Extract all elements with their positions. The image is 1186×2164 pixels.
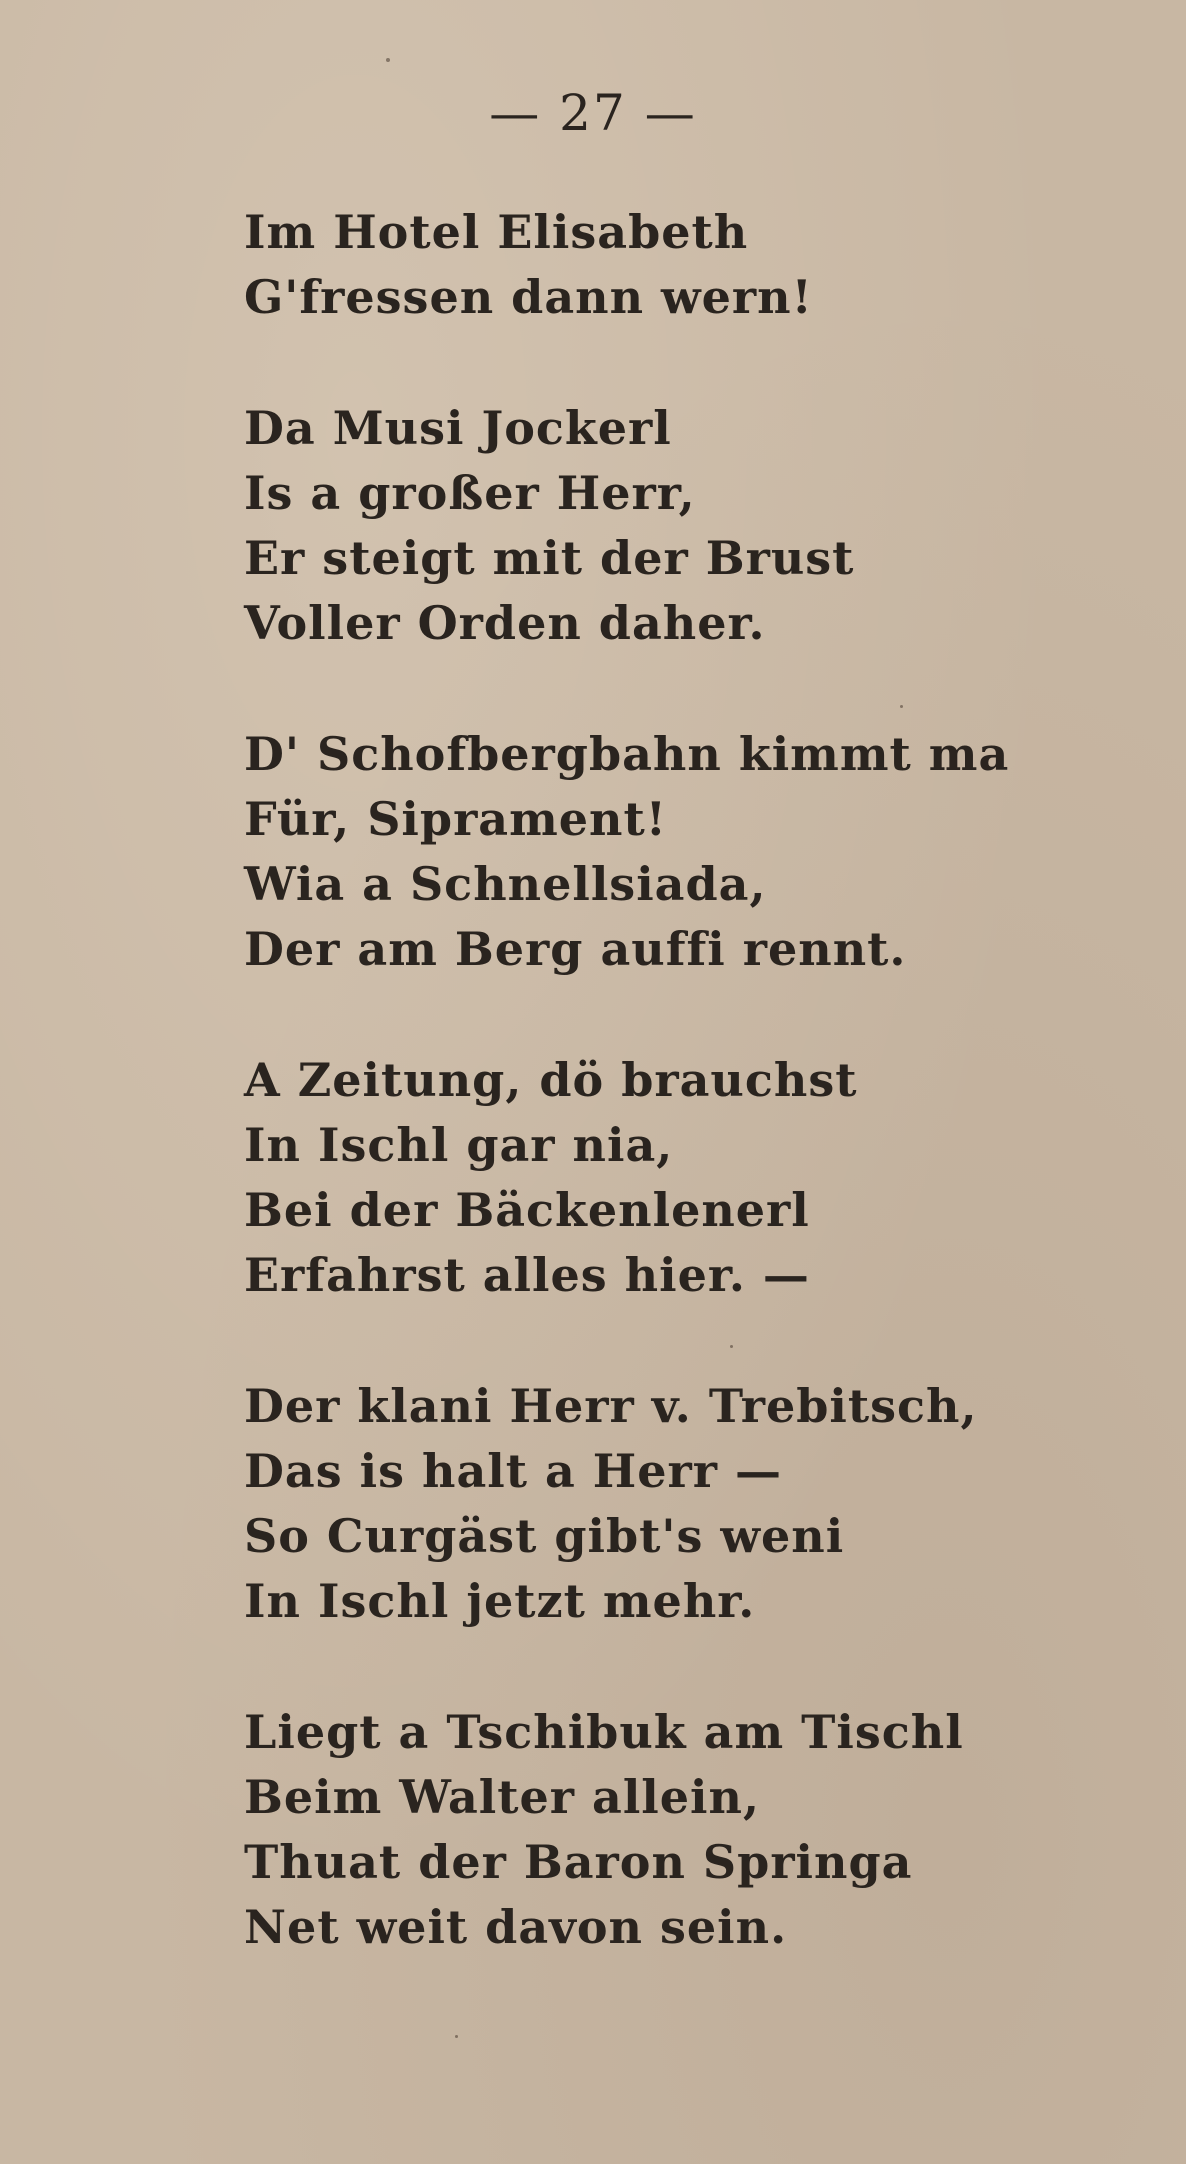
stanza (244, 1374, 1124, 1634)
paper-speck (455, 2035, 458, 2038)
poem-line: Das is halt a Herr — (244, 1444, 783, 1498)
poem-line: Im Hotel Elisabeth (244, 205, 749, 259)
stanza (244, 200, 1124, 330)
poem-line: So Curgäst gibt's weni (244, 1509, 845, 1563)
poem-text (244, 200, 1124, 1960)
poem-line: Der am Berg auffi rennt. (244, 922, 907, 976)
poem-line: In Ischl jetzt mehr. (244, 1574, 756, 1628)
poem-line: Net weit davon sein. (244, 1900, 788, 1954)
poem-line: Wia a Schnellsiada, (244, 857, 767, 911)
poem-line: Für, Siprament! (244, 792, 667, 846)
poem-line: Thuat der Baron Springa (244, 1835, 913, 1889)
poem-line: Liegt a Tschibuk am Tischl (244, 1705, 964, 1759)
stanza (244, 1048, 1124, 1308)
poem-line: Da Musi Jockerl (244, 401, 672, 455)
page-number: — 27 — (489, 84, 697, 142)
poem-line: D' Schofbergbahn kimmt ma (244, 727, 1010, 781)
poem-line: G'fressen dann wern! (244, 270, 813, 324)
poem-line: Voller Orden daher. (244, 596, 766, 650)
poem-line: Beim Walter allein, (244, 1770, 760, 1824)
stanza (244, 1700, 1124, 1960)
poem-line: In Ischl gar nia, (244, 1118, 674, 1172)
poem-line: A Zeitung, dö brauchst (244, 1053, 858, 1107)
stanza (244, 722, 1124, 982)
poem-line: Er steigt mit der Brust (244, 531, 855, 585)
poem-line: Erfahrst alles hier. — (244, 1248, 810, 1302)
poem-line: Is a großer Herr, (244, 466, 696, 520)
paper-speck (386, 58, 390, 62)
poem-line: Bei der Bäckenlenerl (244, 1183, 810, 1237)
poem-line: Der klani Herr v. Trebitsch, (244, 1379, 978, 1433)
stanza (244, 396, 1124, 656)
